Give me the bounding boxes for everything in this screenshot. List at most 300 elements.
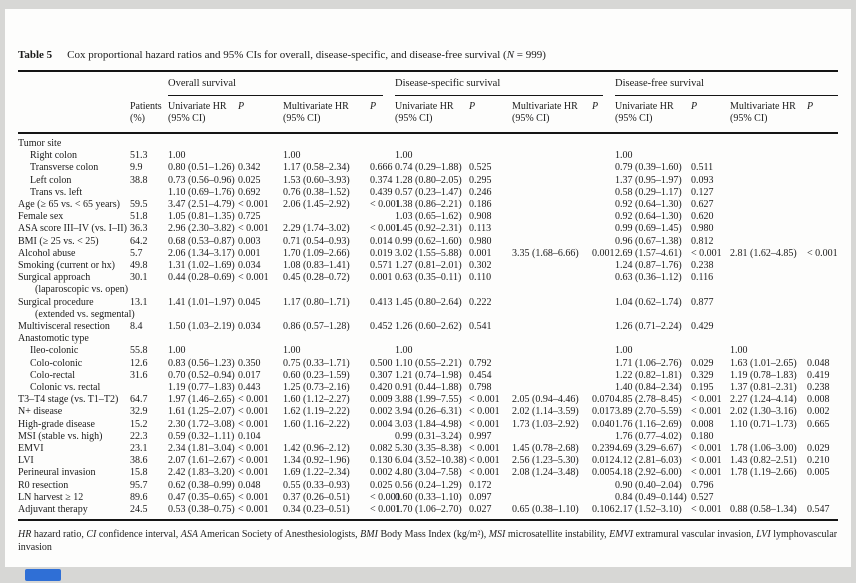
cell <box>691 345 730 357</box>
cell <box>730 480 807 492</box>
table-row <box>18 223 838 235</box>
cell <box>730 175 807 187</box>
cell: 0.034 <box>238 321 261 333</box>
cell <box>730 333 807 345</box>
cell: 1.10 (0.71–1.73) <box>730 418 797 430</box>
footnote-text: extramural vascular invasion, <box>633 529 757 541</box>
cell <box>592 480 615 492</box>
cox-hazard-table <box>18 70 838 521</box>
cell: 0.71 (0.54–0.93) <box>283 235 350 247</box>
cell: 1.76 (0.77–4.02) <box>615 430 682 442</box>
cell <box>807 211 838 223</box>
table-row <box>18 370 838 382</box>
cell <box>512 199 592 211</box>
cell <box>807 175 838 187</box>
cell: 1.63 (1.01–2.65) <box>730 357 797 369</box>
cell: 4.69 (3.29–6.67) <box>615 443 682 455</box>
cell: 0.045 <box>238 296 261 308</box>
cell: 0.525 <box>469 162 492 174</box>
cell: 1.42 (0.96–2.12) <box>283 443 350 455</box>
cell: 89.6 <box>130 491 148 503</box>
cell <box>615 333 691 345</box>
table-container <box>5 9 851 554</box>
cell: 0.511 <box>691 162 714 174</box>
cell: 0.350 <box>238 357 261 369</box>
cell: 1.10 (0.55–2.21) <box>395 357 462 369</box>
table-row <box>18 419 838 431</box>
cell <box>592 358 615 370</box>
cell: 3.89 (2.70–5.59) <box>615 406 682 418</box>
row-label: Colonic vs. rectal <box>30 382 101 394</box>
row-label: Trans vs. left <box>30 186 83 198</box>
cell: 64.7 <box>130 394 148 406</box>
group-label-row <box>18 133 838 150</box>
footnote-text: confidence interval, <box>96 529 181 541</box>
cell: < 0.001 <box>238 223 269 235</box>
row-label: MSI (stable vs. high) <box>18 430 103 442</box>
cell: 38.8 <box>130 174 148 186</box>
cell: 0.104 <box>238 430 261 442</box>
cell: 1.40 (0.84–2.34) <box>615 382 682 394</box>
row-label: LVI <box>18 455 34 467</box>
table-row <box>18 236 838 248</box>
cell: 0.877 <box>691 296 714 308</box>
cell <box>807 133 838 150</box>
cell: 0.329 <box>691 369 714 381</box>
table-row <box>18 321 838 333</box>
cell: 3.03 (1.84–4.98) <box>395 418 462 430</box>
cell: 0.106 <box>592 504 615 516</box>
cell: 0.980 <box>691 223 714 235</box>
cell: 1.70 (1.06–2.70) <box>395 504 462 516</box>
cell: 1.17 (0.58–2.34) <box>283 162 350 174</box>
cell: 0.195 <box>691 382 714 394</box>
cell: 0.83 (0.56–1.23) <box>168 357 235 369</box>
footnote-text: Body Mass Index (kg/m²), <box>377 529 489 541</box>
cell: 0.58 (0.29–1.17) <box>615 186 682 198</box>
cell: 0.541 <box>469 321 492 333</box>
table-caption: Cox proportional hazard ratios and 95% CIs for overall, disease-specific, and disease-free survival ( <box>67 49 507 61</box>
row-label: Ileo-colonic <box>30 345 79 357</box>
cell <box>807 260 838 272</box>
cell: 0.172 <box>469 479 492 491</box>
table-number-label: Table 5 <box>18 49 53 61</box>
cell: 0.116 <box>691 272 714 284</box>
cell: 0.571 <box>370 260 393 272</box>
column-header-p-multi-os: P <box>370 101 377 112</box>
row-label: Surgical approach (laparoscopic vs. open) <box>18 272 129 296</box>
cell <box>730 321 807 333</box>
column-header-p-univ-ds: P <box>469 101 476 112</box>
cell: 1.27 (0.81–2.01) <box>395 260 462 272</box>
cell: 59.5 <box>130 199 148 211</box>
cell: < 0.001 <box>370 199 401 211</box>
cell <box>512 236 592 248</box>
cell: 1.00 <box>615 345 633 357</box>
cell: 0.620 <box>691 211 714 223</box>
cell: 0.88 (0.58–1.34) <box>730 504 797 516</box>
table-row <box>18 199 838 211</box>
row-label: Tumor site <box>18 138 62 149</box>
footnote-abbreviation: ASA <box>180 529 198 541</box>
cell <box>592 370 615 382</box>
cell: 0.002 <box>370 406 393 418</box>
cell <box>592 382 615 394</box>
column-header-multivariate-ds: Multivariate HR (95% CI) <box>512 101 578 124</box>
footnote-abbreviation: HR <box>18 529 32 541</box>
cell <box>730 297 807 321</box>
footnote-abbreviation: EMVI <box>609 529 634 541</box>
cell: 12.6 <box>130 357 148 369</box>
cell: 0.60 (0.23–1.59) <box>283 369 350 381</box>
cell: 0.246 <box>469 186 492 198</box>
cell <box>592 431 615 443</box>
cell: 1.10 (0.69–1.76) <box>168 186 235 198</box>
table-row <box>18 175 838 187</box>
cell: 0.239 <box>592 443 615 455</box>
table-row <box>18 431 838 443</box>
cell <box>512 297 592 321</box>
cell: 38.6 <box>130 455 148 467</box>
cell: 1.73 (1.03–2.92) <box>512 418 579 430</box>
footnote-abbreviation: LVI <box>756 529 771 541</box>
cell <box>168 133 238 150</box>
cell: 1.78 (1.06–3.00) <box>730 443 797 455</box>
cell: 1.76 (1.16–2.69) <box>615 418 682 430</box>
cell: 0.238 <box>807 382 830 394</box>
cell <box>512 260 592 272</box>
cell: 1.00 <box>730 345 748 357</box>
cell: < 0.001 <box>238 394 269 406</box>
row-label: Colo-colonic <box>30 357 83 369</box>
cell: 0.238 <box>691 260 714 272</box>
cell <box>130 133 168 150</box>
cell: 2.07 (1.61–2.67) <box>168 455 235 467</box>
cell: < 0.001 <box>238 504 269 516</box>
cell: 36.3 <box>130 223 148 235</box>
cell <box>512 150 592 162</box>
cell: 2.06 (1.34–3.17) <box>168 247 235 259</box>
cell: 3.47 (2.51–4.79) <box>168 199 235 211</box>
cell: 0.005 <box>807 467 830 479</box>
cell: 2.05 (0.94–4.46) <box>512 394 579 406</box>
cell: 0.001 <box>238 247 261 259</box>
column-header-patients: Patients (%) <box>130 101 162 124</box>
cell: 0.025 <box>238 174 261 186</box>
cell: 0.004 <box>370 418 393 430</box>
cell: 0.99 (0.62–1.60) <box>395 235 462 247</box>
bottom-left-ui-fragment[interactable] <box>25 569 61 581</box>
cell <box>512 187 592 199</box>
cell: 0.048 <box>807 357 830 369</box>
cell: < 0.001 <box>370 491 401 503</box>
table-row <box>18 248 838 260</box>
cell: 0.798 <box>469 382 492 394</box>
cell: 0.443 <box>238 382 261 394</box>
cell <box>592 175 615 187</box>
cell: 0.419 <box>807 369 830 381</box>
cell: 51.3 <box>130 150 148 162</box>
row-label: T3–T4 stage (vs. T1–T2) <box>18 394 119 406</box>
row-label: Alcohol abuse <box>18 247 76 259</box>
cell: 1.41 (1.01–1.97) <box>168 296 235 308</box>
cell: < 0.001 <box>691 504 722 516</box>
column-header-univariate-ds: Univariate HR (95% CI) <box>395 101 454 124</box>
cell: 0.91 (0.44–1.88) <box>395 382 462 394</box>
cell: 0.63 (0.36–1.12) <box>615 272 682 284</box>
cell: 1.37 (0.95–1.97) <box>615 174 682 186</box>
cell: 2.42 (1.83–3.20) <box>168 467 235 479</box>
table-row <box>18 358 838 370</box>
cell <box>512 480 592 492</box>
cell <box>592 150 615 162</box>
cell: 1.38 (0.86–2.21) <box>395 199 462 211</box>
caption-tail: = 999) <box>514 49 546 61</box>
table-row <box>18 394 838 406</box>
cell <box>512 358 592 370</box>
cell <box>370 333 395 345</box>
cell <box>238 150 283 162</box>
cell <box>730 211 807 223</box>
cell: < 0.001 <box>238 455 269 467</box>
cell: 1.37 (0.81–2.31) <box>730 382 797 394</box>
cell <box>807 492 838 504</box>
cell <box>238 133 283 150</box>
cell: 1.78 (1.19–2.66) <box>730 467 797 479</box>
cell: 0.90 (0.40–2.04) <box>615 479 682 491</box>
cell: 0.997 <box>469 430 492 442</box>
cell: 0.029 <box>691 357 714 369</box>
footnote-abbreviation: BMI <box>360 529 378 541</box>
cell: 3.94 (0.26–6.31) <box>395 406 462 418</box>
cell <box>512 133 592 150</box>
cell: 2.34 (1.81–3.04) <box>168 443 235 455</box>
cell <box>592 333 615 345</box>
table-row <box>18 406 838 418</box>
cell <box>730 199 807 211</box>
cell <box>592 321 615 333</box>
cell: 0.75 (0.33–1.71) <box>283 357 350 369</box>
cell <box>807 431 838 443</box>
row-label: Multivisceral resection <box>18 321 110 333</box>
table-body <box>18 133 838 520</box>
cell <box>730 150 807 162</box>
cell: 1.26 (0.71–2.24) <box>615 321 682 333</box>
cell: 1.60 (1.12–2.27) <box>283 394 350 406</box>
cell: 1.00 <box>395 150 413 162</box>
cell <box>469 333 512 345</box>
row-label: N+ disease <box>18 406 63 418</box>
cell: 1.50 (1.03–2.19) <box>168 321 235 333</box>
cell: 0.792 <box>469 357 492 369</box>
cell: 0.45 (0.28–0.72) <box>283 272 350 284</box>
table-row <box>18 455 838 467</box>
cell: < 0.001 <box>238 406 269 418</box>
table-row <box>18 382 838 394</box>
cell <box>807 297 838 321</box>
cell: 1.61 (1.25–2.07) <box>168 406 235 418</box>
cell <box>238 345 283 357</box>
table-row <box>18 467 838 479</box>
cell: 4.12 (2.81–6.03) <box>615 455 682 467</box>
cell: 0.439 <box>370 186 393 198</box>
cell: 1.28 (0.80–2.05) <box>395 174 462 186</box>
row-label: Anastomotic type <box>18 333 89 345</box>
cell <box>469 345 512 357</box>
cell: 1.21 (0.74–1.98) <box>395 369 462 381</box>
table-row <box>18 187 838 199</box>
group-header-label: Overall survival <box>168 72 383 96</box>
cell: 1.45 (0.92–2.31) <box>395 223 462 235</box>
footnote-text: lymphovascular invasion <box>18 529 838 554</box>
column-header-univariate-os: Univariate HR (95% CI) <box>168 101 227 124</box>
cell: < 0.001 <box>691 443 722 455</box>
cell: 3.88 (1.99–7.55) <box>395 394 462 406</box>
cell: 0.692 <box>238 186 261 198</box>
cell: 2.08 (1.24–3.48) <box>512 467 579 479</box>
cell <box>592 297 615 321</box>
cell: 6.04 (3.52–10.38) <box>395 455 467 467</box>
caption-n-symbol: N <box>506 49 515 61</box>
document-page <box>5 9 851 567</box>
cell: 4.80 (3.04–7.58) <box>395 467 462 479</box>
cell: < 0.001 <box>691 406 722 418</box>
cell: 0.452 <box>370 321 393 333</box>
cell: 1.00 <box>168 150 186 162</box>
cell <box>512 211 592 223</box>
cell <box>807 187 838 199</box>
cell: 1.00 <box>615 150 633 162</box>
footnote-abbreviation: CI <box>86 529 97 541</box>
cell: 0.130 <box>370 455 393 467</box>
cell: 0.44 (0.28–0.69) <box>168 272 235 284</box>
cell: 2.81 (1.62–4.85) <box>730 247 797 259</box>
cell: 0.070 <box>592 394 615 406</box>
cell: 30.1 <box>130 272 148 284</box>
cell <box>730 187 807 199</box>
cell: 0.001 <box>592 247 615 259</box>
cell: 0.57 (0.23–1.47) <box>395 186 462 198</box>
cell <box>512 333 592 345</box>
cell: 0.627 <box>691 199 714 211</box>
column-header-p-univ-dfs: P <box>691 101 698 112</box>
cell: 0.093 <box>691 174 714 186</box>
cell: 0.92 (0.64–1.30) <box>615 211 682 223</box>
cell <box>592 260 615 272</box>
cell: 0.082 <box>370 443 393 455</box>
row-label: Female sex <box>18 211 64 223</box>
cell <box>807 162 838 174</box>
cell: 0.113 <box>469 223 492 235</box>
cell: 0.63 (0.35–0.11) <box>395 272 462 284</box>
cell: 0.002 <box>370 467 393 479</box>
column-header-p-multi-ds: P <box>592 101 599 112</box>
cell: 1.69 (1.22–2.34) <box>283 467 350 479</box>
cell: 1.08 (0.83–1.41) <box>283 260 350 272</box>
cell: 2.06 (1.45–2.92) <box>283 199 350 211</box>
cell: 0.040 <box>592 418 615 430</box>
cell: 0.79 (0.39–1.60) <box>615 162 682 174</box>
cell: 1.05 (0.81–1.35) <box>168 211 235 223</box>
cell <box>807 223 838 235</box>
cell: 1.03 (0.65–1.62) <box>395 211 462 223</box>
cell: 1.24 (0.87–1.76) <box>615 260 682 272</box>
column-header-univariate-dfs: Univariate HR (95% CI) <box>615 101 674 124</box>
cell: 0.47 (0.35–0.65) <box>168 491 235 503</box>
row-label: Surgical procedure (extended vs. segmental) <box>18 296 135 320</box>
table-row <box>18 162 838 174</box>
table-row <box>18 504 838 520</box>
cell: 0.342 <box>238 162 261 174</box>
cell <box>592 236 615 248</box>
cell <box>592 199 615 211</box>
cell: 0.666 <box>370 162 393 174</box>
cell: 23.1 <box>130 443 148 455</box>
cell: < 0.001 <box>469 406 500 418</box>
cell <box>283 211 370 223</box>
cell: 0.500 <box>370 357 393 369</box>
cell: 0.005 <box>592 467 615 479</box>
cell: < 0.001 <box>469 443 500 455</box>
cell <box>512 175 592 187</box>
row-label-line2: (extended vs. segmental) <box>35 308 135 320</box>
cell: 0.222 <box>469 296 492 308</box>
cell: < 0.001 <box>469 455 500 467</box>
cell <box>592 211 615 223</box>
cell: 2.02 (1.30–3.16) <box>730 406 797 418</box>
cell: 0.84 (0.49–0.144) <box>615 491 687 503</box>
cell: 51.8 <box>130 211 148 223</box>
cell: 55.8 <box>130 345 148 357</box>
cell: 0.796 <box>691 479 714 491</box>
cell: < 0.001 <box>238 467 269 479</box>
cell <box>370 211 395 223</box>
cell: < 0.001 <box>691 467 722 479</box>
column-header-p-multi-dfs: P <box>807 101 814 112</box>
cell <box>807 321 838 333</box>
group-header-spacer <box>18 71 168 96</box>
cell: 0.547 <box>807 504 830 516</box>
cell: 0.302 <box>469 260 492 272</box>
cell: 0.454 <box>469 369 492 381</box>
cell: 0.014 <box>370 235 393 247</box>
group-header-overall-survival <box>168 71 395 96</box>
cell: 1.00 <box>168 345 186 357</box>
cell <box>512 321 592 333</box>
row-label: High-grade disease <box>18 418 95 430</box>
cell <box>807 345 838 357</box>
cell: 0.908 <box>469 211 492 223</box>
cell: 0.186 <box>469 199 492 211</box>
cell: 1.00 <box>283 150 301 162</box>
cell <box>730 272 807 296</box>
cell: 15.8 <box>130 467 148 479</box>
cell <box>283 133 370 150</box>
row-label: Left colon <box>30 174 72 186</box>
column-header-row <box>18 96 838 133</box>
cell: 0.725 <box>238 211 261 223</box>
cell: 1.45 (0.78–2.68) <box>512 443 579 455</box>
cell <box>592 272 615 296</box>
cell: 5.30 (3.35–8.38) <box>395 443 462 455</box>
cell <box>730 223 807 235</box>
cell: 0.009 <box>370 394 393 406</box>
cell: 0.001 <box>469 247 492 259</box>
cell: 0.56 (0.24–1.29) <box>395 479 462 491</box>
row-label: ASA score III–IV (vs. I–II) <box>18 223 127 235</box>
cell <box>370 133 395 150</box>
table-row <box>18 272 838 296</box>
